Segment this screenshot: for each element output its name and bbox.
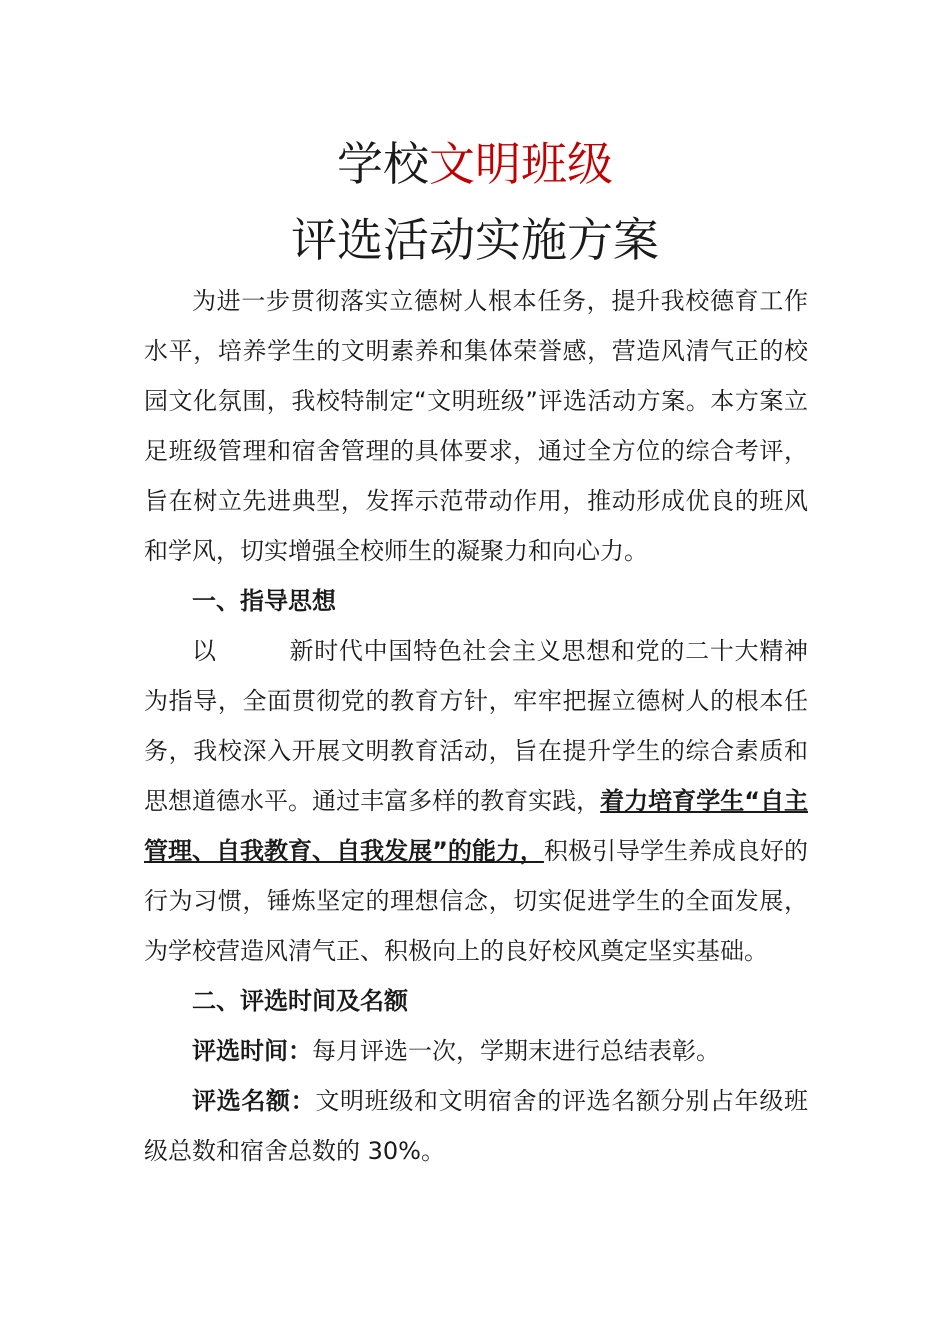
document-body (144, 276, 808, 1176)
title-highlight: 文明班级 (429, 137, 613, 191)
section1-paragraph (144, 626, 808, 976)
section1-emphasis: 着力培育学生“自主管理、自我教育、自我发展”的能力， (144, 787, 808, 865)
section1-lead-char: 以 (192, 637, 217, 665)
section1-heading: 一、指导思想 (192, 587, 336, 615)
document-title-line1 (0, 134, 950, 194)
section2-heading: 二、评选时间及名额 (192, 987, 408, 1015)
selection-quota-label: 评选名额： (192, 1087, 316, 1115)
selection-quota-text: 文明班级和文明宿舍的评选名额分别占年级班级总数和宿舍总数的 30%。 (144, 1087, 809, 1165)
selection-quota-paragraph (144, 1076, 808, 1176)
selection-time-text: 每月评选一次，学期末进行总结表彰。 (312, 1037, 720, 1065)
section1-text-part1: 新时代中国特色社会主义思想和党的二十大精神为指导，全面贯彻党的教育方针，牢牢把握立德树人的根本任务，我校深入开展文明教育活动，旨在提升学生的综合素质和思想道德水平。通过丰富多样的教育实践， (144, 637, 809, 815)
selection-time-label: 评选时间： (192, 1037, 312, 1065)
section1-text-part2: 积极引导学生养成良好的行为习惯，锤炼坚定的理想信念，切实促进学生的全面发展，为学校营造风清气正、积极向上的良好校风奠定坚实基础。 (144, 837, 809, 965)
document-title-line2: 评选活动实施方案 (291, 213, 659, 267)
intro-paragraph: 为进一步贯彻落实立德树人根本任务，提升我校德育工作水平，培养学生的文明素养和集体荣誉感，营造风清气正的校园文化氛围，我校特制定“文明班级”评选活动方案。本方案立足班级管理和宿舍管理的具体要求，通过全方位的综合考评，旨在树立先进典型，发挥示范带动作用，推动形成优良的班风和学风，切实增强全校师生的凝聚力和向心力。 (144, 287, 808, 565)
selection-time-paragraph (144, 1026, 808, 1076)
title-prefix: 学校 (337, 137, 429, 191)
